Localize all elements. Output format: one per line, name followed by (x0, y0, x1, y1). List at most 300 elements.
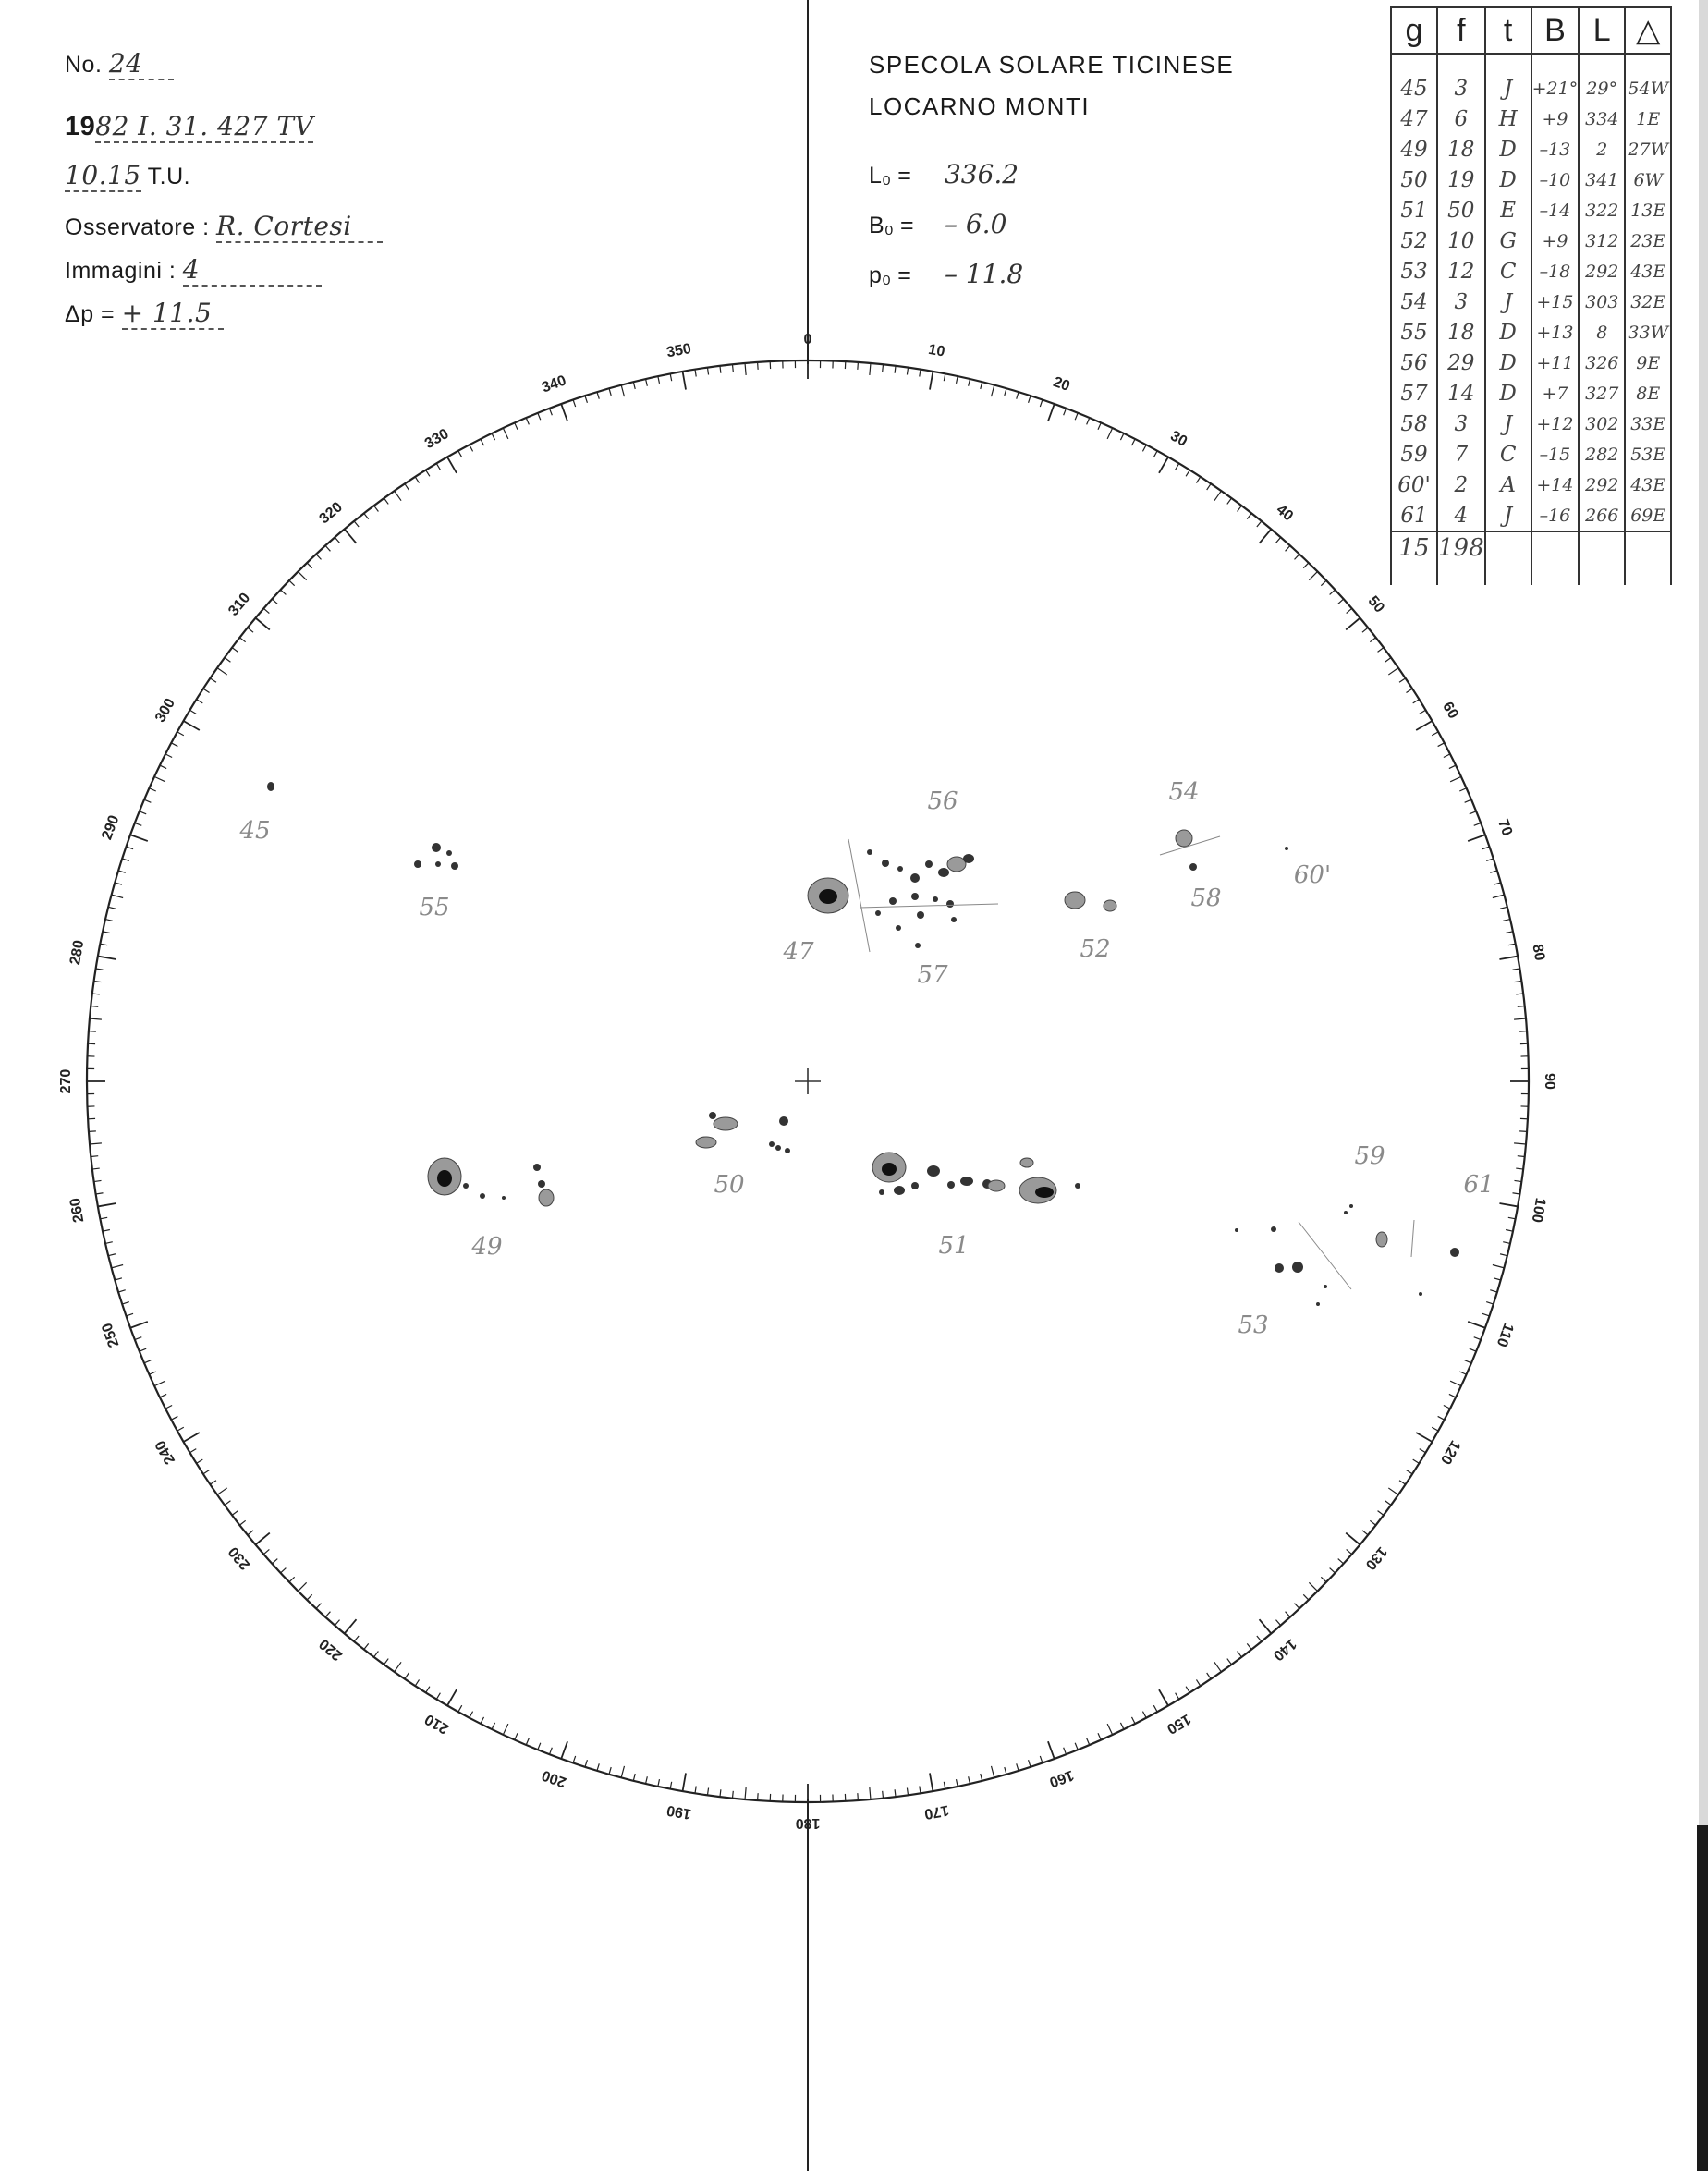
scale-tick (112, 895, 124, 897)
table-cell: 51 (1391, 195, 1437, 226)
sunspot-penumbra (988, 1180, 1005, 1191)
scale-tick (745, 363, 746, 375)
scale-label: 350 (665, 341, 693, 361)
scale-tick (561, 1741, 567, 1759)
table-cell: 57 (1391, 378, 1437, 409)
group-label-56: 56 (927, 787, 958, 815)
total-cell: 15 (1391, 531, 1437, 563)
table-cell: J (1485, 409, 1531, 439)
scale-tick (184, 721, 200, 730)
sunspot-umbra (435, 861, 441, 867)
scale-tick (1486, 1302, 1494, 1304)
scale-tick (103, 932, 110, 933)
table-cell: 7 (1437, 439, 1485, 470)
table-cell: 53E (1625, 439, 1671, 470)
sunspot-umbra (775, 1145, 781, 1151)
sunspot-umbra (946, 900, 954, 908)
scale-tick (171, 743, 177, 747)
table-cell: 292 (1579, 256, 1625, 287)
table-cell: 6 (1437, 104, 1485, 134)
sunspot-umbra (1275, 1263, 1284, 1273)
images-value: 4 (183, 254, 322, 287)
table-cell: D (1485, 348, 1531, 378)
scale-tick (1214, 1662, 1221, 1672)
scale-tick (345, 529, 357, 543)
scale-tick (969, 1776, 970, 1784)
scale-tick (515, 422, 518, 429)
table-cell: 322 (1579, 195, 1625, 226)
scale-tick (203, 1470, 210, 1473)
scale-tick (239, 1520, 245, 1525)
scale-tick (1176, 1693, 1179, 1700)
scale-tick (1514, 1180, 1521, 1181)
sunspot-umbra (927, 1165, 940, 1177)
scale-tick (1399, 678, 1406, 682)
scale-tick (573, 399, 576, 407)
scale-tick (458, 1705, 462, 1712)
scale-tick (646, 1776, 648, 1784)
scale-label: 70 (1494, 817, 1516, 838)
scale-tick (481, 439, 484, 445)
scale-tick (609, 1767, 611, 1775)
scale-tick (118, 1290, 126, 1292)
scale-label: 250 (99, 1321, 123, 1349)
scale-label: 200 (540, 1766, 568, 1790)
scale-tick (1227, 1659, 1232, 1665)
scale-tick (1087, 418, 1090, 424)
scale-tick (1399, 1481, 1406, 1484)
table-cell: 6W (1625, 165, 1671, 195)
scale-tick (1247, 1643, 1251, 1649)
scale-tick (1370, 638, 1375, 642)
scale-tick (225, 658, 230, 663)
scale-tick (597, 1763, 599, 1771)
sunspot-umbra (938, 868, 949, 877)
sunspot-umbra (911, 1182, 919, 1189)
table-cell: 29° (1579, 54, 1625, 104)
table-cell: 4 (1437, 500, 1485, 531)
scale-tick (1238, 506, 1242, 511)
scan-edge-dark (1697, 1825, 1708, 2171)
scale-tick (1413, 700, 1420, 703)
scale-tick (758, 1793, 759, 1800)
scale-tick (135, 1337, 141, 1340)
scale-tick (1444, 754, 1450, 758)
scale-tick (92, 1168, 100, 1169)
table-cell: +7 (1531, 378, 1580, 409)
time-unit: T.U. (147, 164, 191, 189)
scale-tick (1519, 1031, 1527, 1032)
scale-tick (858, 1793, 859, 1800)
scale-tick (745, 1787, 746, 1799)
table-cell: 326 (1579, 348, 1625, 378)
scale-tick (272, 599, 277, 604)
scale-tick (94, 981, 102, 982)
scale-tick (503, 1724, 507, 1735)
scale-tick (1450, 776, 1461, 781)
sunspot-umbra (896, 925, 901, 931)
table-cell: 12 (1437, 256, 1485, 287)
scale-tick (720, 1789, 721, 1797)
scale-tick (549, 409, 552, 415)
scale-tick (1378, 1511, 1384, 1516)
scale-tick (122, 1302, 129, 1304)
scale-tick (91, 1156, 98, 1157)
scale-tick (1131, 1717, 1135, 1724)
scale-tick (492, 1723, 495, 1729)
scale-tick (1098, 1733, 1101, 1739)
sunspot-umbra (879, 1189, 884, 1195)
scale-tick (1238, 1652, 1242, 1657)
scale-tick (281, 590, 287, 594)
table-cell: 54W (1625, 54, 1671, 104)
scale-tick (1406, 1470, 1412, 1473)
scale-tick (384, 498, 389, 504)
scale-tick (105, 920, 113, 921)
scale-tick (335, 1620, 339, 1626)
scale-tick (1295, 555, 1299, 560)
table-cell: 2 (1437, 470, 1485, 500)
scale-label: 150 (1164, 1710, 1194, 1738)
group-label-58: 58 (1190, 884, 1222, 912)
table-cell: 58 (1391, 409, 1437, 439)
sunspot-umbra (463, 1183, 469, 1189)
sunspot-umbra (480, 1193, 485, 1199)
sunspot-penumbra (539, 1189, 554, 1206)
sunspot-umbra (769, 1141, 775, 1147)
scale-tick (470, 1712, 473, 1718)
scale-label: 260 (67, 1196, 88, 1224)
sunspot-umbra (917, 911, 924, 919)
group-label-53: 53 (1238, 1311, 1269, 1339)
table-cell: J (1485, 500, 1531, 531)
scale-tick (144, 799, 151, 802)
table-cell: 334 (1579, 104, 1625, 134)
scale-tick (1470, 1348, 1476, 1351)
table-cell: G (1485, 226, 1531, 256)
param-p0-label: p₀ = (869, 262, 911, 288)
sunspot-umbra (894, 1186, 905, 1195)
table-cell: +11 (1531, 348, 1580, 378)
scale-tick (96, 969, 104, 970)
table-cell: +14 (1531, 470, 1580, 500)
scale-tick (189, 1449, 196, 1453)
sunspot-umbra (1190, 863, 1197, 871)
scale-tick (1303, 1594, 1309, 1600)
scale-tick (981, 1774, 982, 1781)
sunspot-umbra (1419, 1292, 1422, 1296)
scale-tick (1260, 1619, 1272, 1633)
scale-tick (957, 1779, 958, 1787)
scale-tick (112, 1265, 124, 1268)
scale-tick (1468, 1322, 1485, 1328)
scale-label: 180 (795, 1815, 821, 1831)
sunspot-umbra (1324, 1285, 1327, 1288)
scale-tick (1098, 422, 1101, 429)
scale-tick (1338, 599, 1344, 604)
sunspot-umbra (709, 1112, 716, 1119)
scale-tick (585, 1760, 587, 1767)
sunspot-umbra (502, 1196, 506, 1200)
scale-tick (89, 1031, 96, 1032)
scale-label: 220 (316, 1635, 346, 1664)
scale-tick (1482, 847, 1490, 849)
scale-tick (585, 396, 587, 403)
scale-tick (374, 506, 379, 511)
scale-tick (325, 1612, 330, 1617)
scale-tick (160, 765, 166, 769)
scale-tick (1459, 788, 1466, 791)
table-cell: 14 (1437, 378, 1485, 409)
scale-tick (272, 1559, 277, 1564)
table-cell: 33W (1625, 317, 1671, 348)
scale-tick (1120, 1723, 1124, 1729)
scale-tick (289, 1577, 295, 1582)
scale-tick (1493, 895, 1505, 897)
scale-tick (144, 1360, 151, 1363)
scale-tick (1321, 580, 1326, 586)
scale-tick (184, 1433, 200, 1442)
scale-tick (447, 1689, 457, 1705)
scale-tick (335, 537, 339, 543)
scale-tick (364, 1643, 369, 1649)
scale-tick (1518, 1156, 1525, 1157)
scale-tick (374, 1652, 379, 1657)
scale-tick (1444, 1405, 1450, 1409)
scale-tick (920, 370, 921, 377)
scale-tick (1295, 1604, 1299, 1609)
scale-tick (1120, 433, 1124, 440)
scale-tick (1370, 1520, 1375, 1525)
scale-tick (248, 628, 253, 632)
scale-tick (1438, 743, 1445, 747)
sunspot-penumbra (1065, 892, 1085, 909)
table-cell: 53 (1391, 256, 1437, 287)
scale-label: 60 (1439, 699, 1461, 722)
table-cell: 312 (1579, 226, 1625, 256)
table-cell: +21° (1531, 54, 1580, 104)
scale-tick (883, 1791, 884, 1799)
scale-tick (232, 1511, 238, 1516)
table-cell: D (1485, 317, 1531, 348)
sunspot-core (882, 1163, 897, 1176)
scale-tick (957, 376, 958, 384)
scale-tick (203, 689, 210, 692)
scale-tick (633, 1774, 635, 1781)
scale-tick (140, 811, 146, 814)
scale-tick (1388, 1488, 1398, 1494)
scale-tick (1005, 1767, 1006, 1775)
table-cell: 29 (1437, 348, 1485, 378)
scale-tick (1286, 1612, 1290, 1617)
scale-tick (1275, 537, 1280, 543)
group-label-49: 49 (471, 1233, 503, 1261)
group-label-60: 60' (1293, 861, 1332, 889)
scale-tick (1347, 1549, 1352, 1554)
scale-tick (492, 433, 495, 440)
sunspot-umbra (963, 854, 974, 863)
scale-tick (1500, 1254, 1507, 1256)
scale-tick (1142, 445, 1146, 451)
scale-label: 50 (1364, 592, 1387, 616)
scale-tick (1512, 1193, 1519, 1194)
table-cell: 61 (1391, 500, 1437, 531)
header-l: L (1579, 7, 1625, 54)
scale-label: 110 (1493, 1321, 1517, 1349)
sunspot-penumbra (1104, 900, 1116, 911)
scale-tick (415, 477, 419, 483)
scale-tick (1107, 428, 1112, 439)
observer-value: R. Cortesi (216, 211, 383, 243)
scale-tick (1499, 957, 1518, 959)
sunspot-umbra (1450, 1248, 1459, 1257)
scale-tick (1503, 1242, 1510, 1244)
param-p0-value: – 11.8 (944, 259, 1024, 289)
table-cell: 43E (1625, 256, 1671, 287)
scale-tick (210, 1481, 216, 1484)
sunspot-umbra (1271, 1226, 1276, 1232)
scale-tick (573, 1756, 576, 1763)
table-cell: 50 (1391, 165, 1437, 195)
scale-tick (1286, 545, 1290, 551)
table-cell: –18 (1531, 256, 1580, 287)
scale-tick (1186, 1687, 1190, 1693)
scale-tick (1142, 1712, 1146, 1718)
scale-tick (1214, 491, 1221, 501)
scale-tick (549, 1748, 552, 1754)
header-delta: △ (1625, 7, 1671, 54)
scale-tick (354, 521, 359, 527)
scale-tick (1075, 413, 1078, 420)
scale-tick (695, 370, 696, 377)
table-cell: 69E (1625, 500, 1671, 531)
table-cell: +9 (1531, 104, 1580, 134)
scale-tick (944, 1782, 946, 1789)
scale-tick (436, 1693, 440, 1700)
table-cell: +12 (1531, 409, 1580, 439)
scale-tick (1490, 871, 1497, 872)
scale-tick (992, 385, 994, 397)
scale-tick (90, 1018, 102, 1019)
scale-label: 240 (152, 1437, 179, 1468)
table-cell: 27W (1625, 134, 1671, 165)
scale-label: 280 (67, 939, 88, 967)
scale-tick (1330, 1568, 1336, 1573)
scale-tick (426, 470, 430, 477)
scale-tick (1420, 1449, 1426, 1453)
scale-tick (1420, 710, 1426, 714)
header-b: B (1531, 7, 1580, 54)
sunspot-umbra (915, 943, 921, 948)
table-cell: 54 (1391, 287, 1437, 317)
number-label: No. (65, 52, 103, 78)
scale-tick (538, 413, 541, 420)
table-cell: 56 (1391, 348, 1437, 378)
scale-tick (177, 732, 184, 736)
scale-tick (1346, 1533, 1360, 1545)
scale-tick (1465, 1360, 1471, 1363)
scale-tick (1196, 1679, 1200, 1686)
scale-tick (944, 373, 946, 381)
scale-tick (670, 1782, 672, 1789)
scale-label: 230 (226, 1543, 254, 1573)
scale-tick (658, 376, 660, 384)
group-label-61: 61 (1463, 1171, 1494, 1199)
group-boundary-line (848, 839, 870, 952)
scale-tick (1362, 1531, 1368, 1535)
scale-tick (858, 362, 859, 370)
scale-tick (126, 1313, 133, 1316)
table-cell: 292 (1579, 470, 1625, 500)
scale-tick (1499, 1203, 1518, 1206)
table-cell: 60' (1391, 470, 1437, 500)
table-cell: 8E (1625, 378, 1671, 409)
table-cell: D (1485, 165, 1531, 195)
table-cell: E (1485, 195, 1531, 226)
scale-tick (316, 1604, 321, 1609)
scale-tick (658, 1779, 660, 1787)
scale-tick (405, 1673, 409, 1679)
scale-tick (1017, 1763, 1019, 1771)
scale-tick (135, 823, 141, 825)
table-cell: –15 (1531, 439, 1580, 470)
scale-tick (1465, 799, 1471, 802)
scale-tick (515, 1733, 518, 1739)
scale-tick (210, 678, 216, 682)
scale-tick (1303, 563, 1309, 568)
scale-tick (621, 385, 624, 397)
scale-tick (154, 776, 165, 781)
sunspot-penumbra (1176, 830, 1192, 847)
scale-tick (870, 363, 871, 375)
scale-tick (126, 847, 133, 849)
scale-label: 20 (1051, 373, 1072, 395)
sunspot-penumbra (947, 857, 966, 872)
scale-tick (1257, 521, 1262, 527)
scale-tick (969, 379, 970, 386)
scale-tick (96, 1193, 104, 1194)
scale-tick (1468, 835, 1485, 841)
scale-tick (1338, 1559, 1344, 1564)
scale-tick (298, 1582, 306, 1591)
scale-tick (683, 1773, 686, 1791)
table-cell: –14 (1531, 195, 1580, 226)
table-cell: 2 (1579, 134, 1625, 165)
table-cell: 303 (1579, 287, 1625, 317)
scale-tick (1385, 1501, 1391, 1506)
scale-tick (1275, 1620, 1280, 1626)
table-cell: –13 (1531, 134, 1580, 165)
scale-tick (1416, 721, 1432, 730)
scale-label: 290 (99, 813, 123, 842)
group-label-50: 50 (714, 1171, 745, 1199)
scale-tick (1449, 765, 1456, 769)
date-year-prefix: 19 (65, 112, 96, 141)
scale-tick (217, 668, 227, 675)
sunspot-umbra (889, 897, 897, 905)
scale-tick (89, 1131, 96, 1132)
scale-tick (503, 428, 507, 439)
scale-tick (1503, 920, 1510, 921)
table-cell: +13 (1531, 317, 1580, 348)
param-l0-value: 336.2 (944, 159, 1019, 189)
scale-tick (395, 491, 401, 501)
scale-tick (100, 1217, 107, 1219)
total-cell: 198 (1437, 531, 1485, 563)
sunspot-umbra (1292, 1262, 1303, 1273)
scale-tick (1176, 463, 1179, 470)
scale-tick (1385, 658, 1391, 663)
